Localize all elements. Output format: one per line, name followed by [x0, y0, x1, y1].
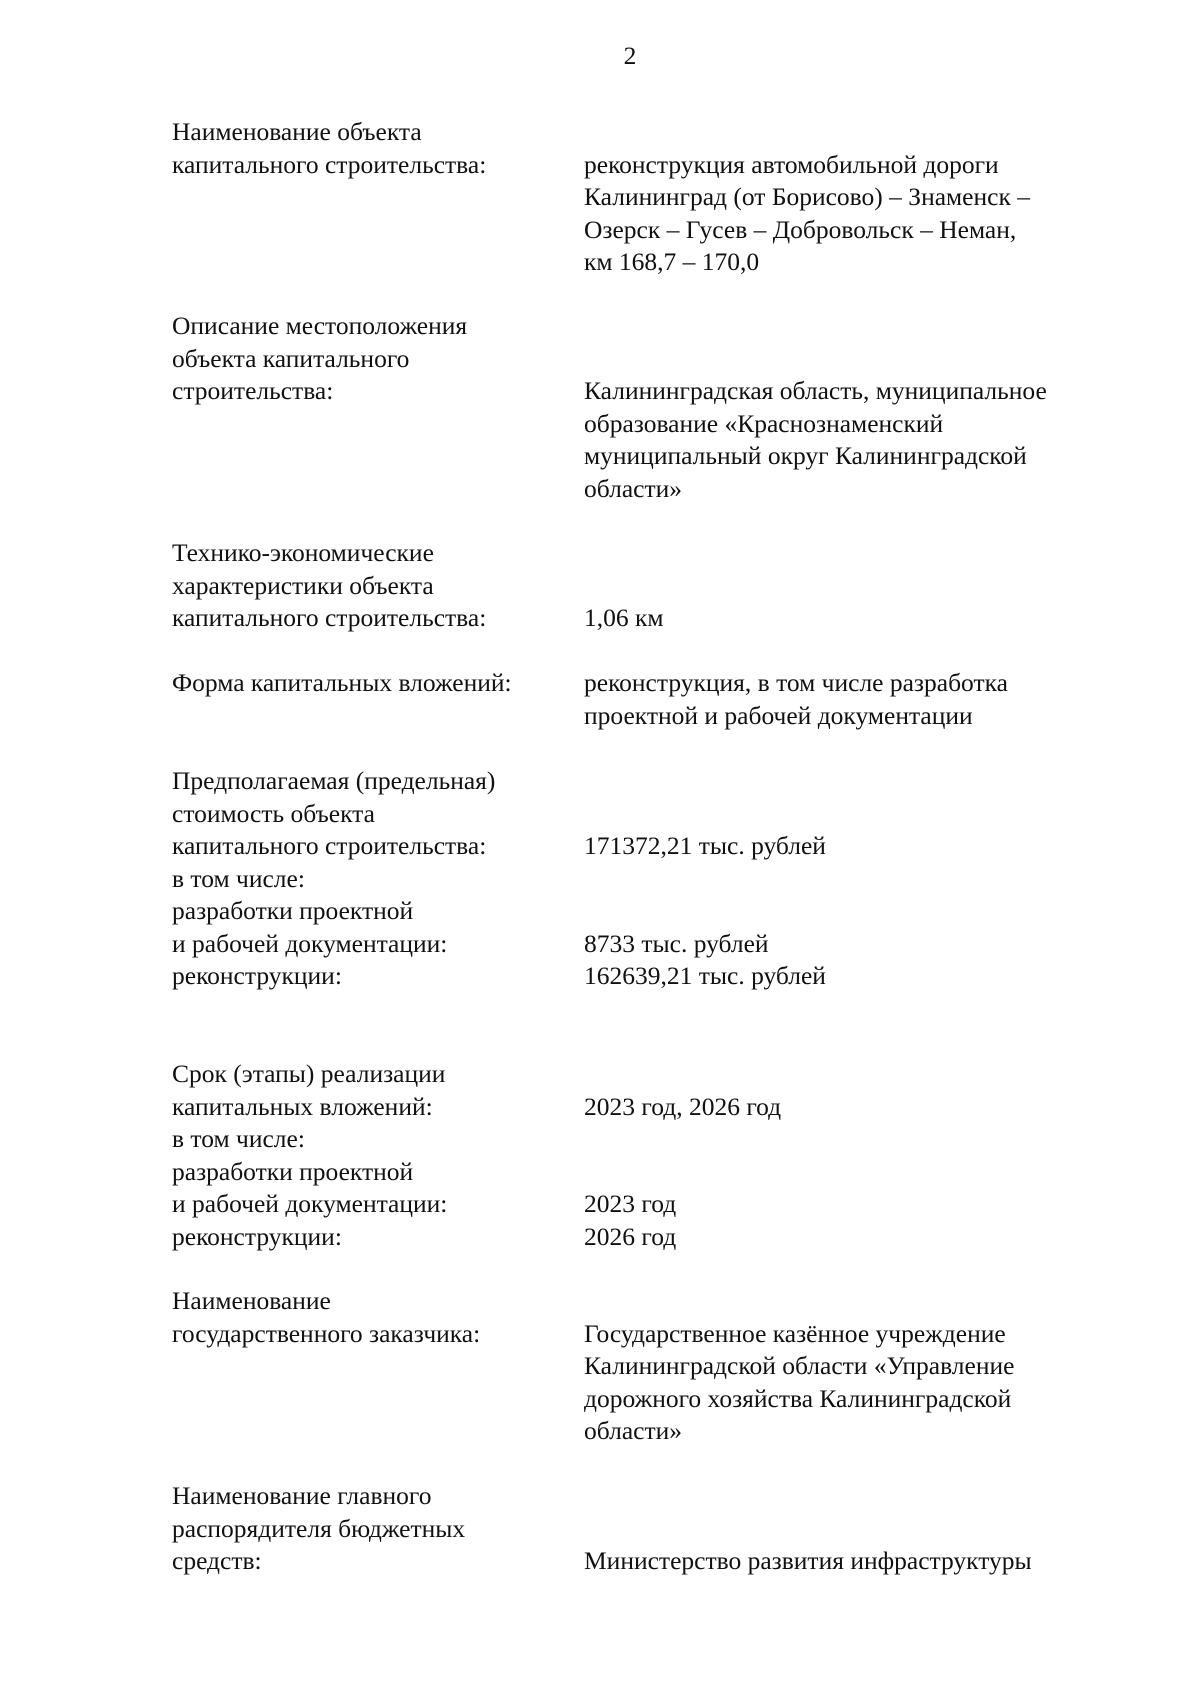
value-budget-manager: Министерство развития инфраструктуры — [584, 1546, 1032, 1575]
label-timeline: Срок (этапы) реализации капитальных вложений: в том числе: разработки проектной и рабочей документации: реконструкции: — [172, 1059, 448, 1251]
value-cost-design: 8733 тыс. рублей — [584, 928, 769, 958]
value-tech-econ: 1,06 км — [584, 603, 664, 632]
value-investment-form: реконструкция, в том числе разработка проектной и рабочей документации — [584, 668, 1008, 730]
value-cost-total: 171372,21 тыс. рублей — [584, 831, 826, 860]
label-object-name: Наименование объекта капитального строительства: — [172, 117, 487, 179]
label-location: Описание местоположения объекта капитального строительства: — [172, 311, 468, 405]
value-timeline-reconstruction: 2026 год — [584, 1221, 677, 1251]
value-location: Калининградская область, муниципальное образование «Краснознаменский муниципальный округ Калининградской области» — [584, 376, 1047, 503]
label-investment-form: Форма капитальных вложений: — [172, 668, 512, 697]
value-timeline-design: 2023 год — [584, 1189, 677, 1218]
page-number: 2 — [623, 41, 637, 70]
value-timeline-total: 2023 год, 2026 год — [584, 1091, 782, 1121]
label-tech-econ: Технико-экономические характеристики объекта капитального строительства: — [172, 538, 487, 632]
label-budget-manager: Наименование главного распорядителя бюджетных средств: — [172, 1481, 466, 1575]
value-cost-reconstruction: 162639,21 тыс. рублей — [584, 961, 826, 990]
label-cost: Предполагаемая (предельная) стоимость объекта капитального строительства: в том числе: разработки проектной и рабочей документации: реконструкции: — [172, 766, 496, 990]
value-customer: Государственное казённое учреждение Калининградской области «Управление дорожного хозяйства Калининградской области» — [584, 1318, 1015, 1445]
label-customer: Наименование государственного заказчика: — [172, 1286, 481, 1348]
value-object-name: реконструкция автомобильной дороги Калининград (от Борисово) – Знаменск – Озерск – Гусев – Добровольск – Неман, км 168,7 – 170,0 — [584, 149, 1030, 276]
